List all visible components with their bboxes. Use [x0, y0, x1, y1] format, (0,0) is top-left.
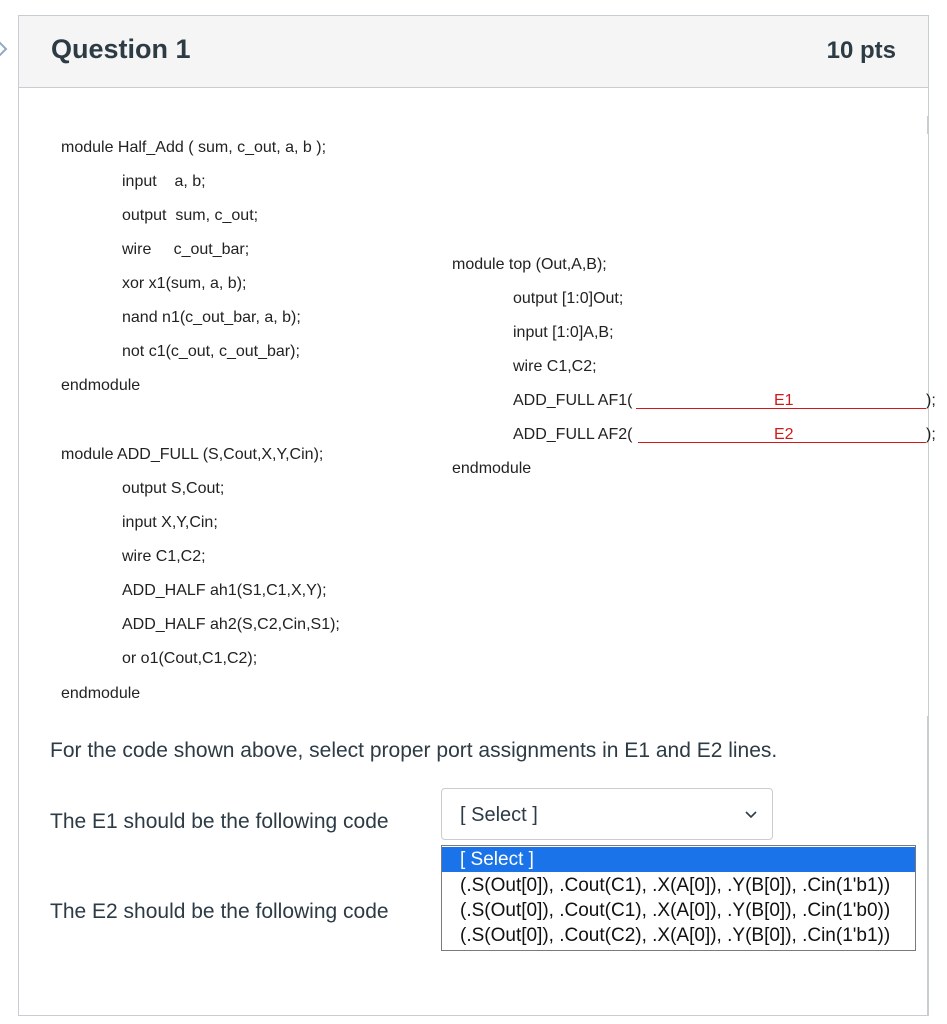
code-line: ); [926, 426, 936, 443]
code-line: ADD_FULL AF2( [513, 426, 633, 443]
code-line: input X,Y,Cin; [122, 514, 218, 531]
code-line: endmodule [61, 685, 141, 702]
code-line: nand n1(c_out_bar, a, b); [122, 309, 301, 326]
code-line: input [1:0]A,B; [513, 324, 614, 341]
code-line: wire c_out_bar; [122, 241, 250, 258]
code-line: ); [926, 392, 936, 409]
dropdown-option[interactable]: (.S(Out[0]), .Cout(C1), .X(A[0]), .Y(B[0]), .Cin(1'b0)) [460, 900, 891, 921]
e1-label: The E1 should be the following code [50, 810, 389, 833]
e1-select[interactable] [441, 788, 773, 840]
dropdown-option[interactable]: [ Select ] [442, 847, 915, 872]
e2-label: The E2 should be the following code [50, 900, 389, 923]
blank-marker-e1: E1 [774, 392, 794, 409]
code-line: or o1(Cout,C1,C2); [122, 650, 258, 667]
code-line: input a, b; [122, 173, 206, 190]
code-line: xor x1(sum, a, b); [122, 275, 247, 292]
code-line: output [1:0]Out; [513, 290, 624, 307]
code-line: module ADD_FULL (S,Cout,X,Y,Cin); [61, 446, 324, 463]
question-prompt: For the code shown above, select proper port assignments in E1 and E2 lines. [50, 739, 778, 762]
code-line: endmodule [61, 377, 141, 394]
dropdown-option[interactable]: (.S(Out[0]), .Cout(C2), .X(A[0]), .Y(B[0]), .Cin(1'b1)) [460, 925, 891, 946]
border-segment [927, 716, 928, 1016]
code-line: wire C1,C2; [513, 358, 597, 375]
code-line: ADD_HALF ah1(S1,C1,X,Y); [122, 582, 327, 599]
code-line: module Half_Add ( sum, c_out, a, b ); [61, 139, 327, 156]
collapse-chevron-icon[interactable] [0, 38, 10, 60]
code-line: output S,Cout; [122, 480, 225, 497]
code-line: ADD_HALF ah2(S,C2,Cin,S1); [122, 616, 340, 633]
question-points: 10 pts [826, 37, 896, 64]
chevron-down-icon [744, 808, 758, 822]
question-title: Question 1 [51, 34, 191, 64]
border-segment [927, 116, 928, 134]
code-line: wire C1,C2; [122, 548, 206, 565]
code-line: output sum, c_out; [122, 207, 259, 224]
code-line: not c1(c_out, c_out_bar); [122, 343, 300, 360]
question-header [19, 16, 928, 88]
code-line: ADD_FULL AF1( [513, 392, 633, 409]
dropdown-option[interactable]: (.S(Out[0]), .Cout(C1), .X(A[0]), .Y(B[0]), .Cin(1'b1)) [460, 875, 891, 896]
blank-marker-e2: E2 [774, 426, 794, 443]
code-line: endmodule [452, 460, 532, 477]
code-line: module top (Out,A,B); [452, 256, 607, 273]
e1-dropdown-list [441, 845, 916, 951]
select-value: [ Select ] [460, 804, 538, 826]
